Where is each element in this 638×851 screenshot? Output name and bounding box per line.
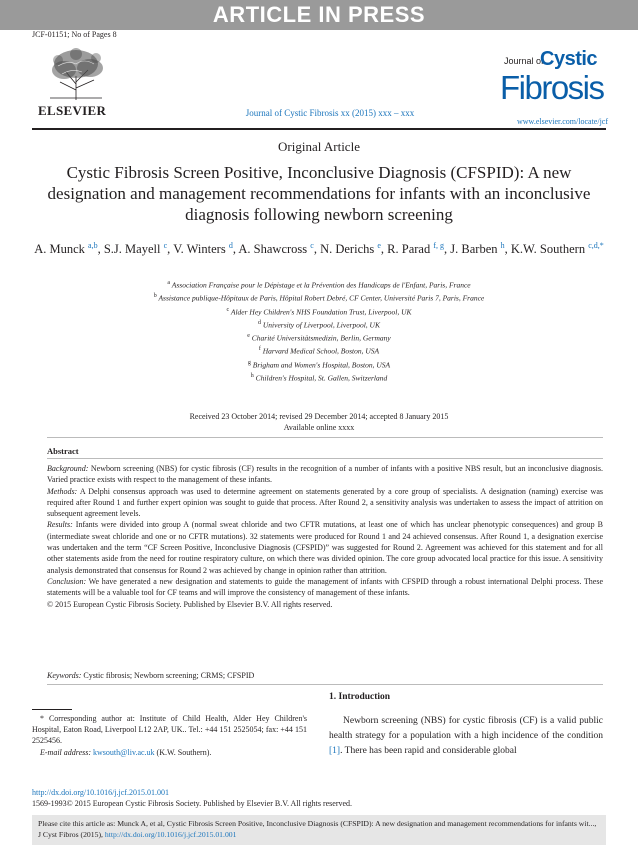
citation-text: [38, 818, 600, 840]
email-suffix: (K.W. Southern).: [154, 747, 212, 757]
publisher-name: ELSEVIER: [38, 103, 107, 118]
author-separator: ,: [97, 242, 104, 257]
author-affiliation-marker[interactable]: c: [163, 241, 168, 250]
abstract-paragraph: [47, 576, 603, 599]
abstract-paragraph: [47, 599, 603, 610]
affiliation-marker: d: [258, 319, 262, 326]
affiliation-item: [30, 291, 608, 304]
affiliation-marker: h: [250, 373, 254, 380]
affiliation-text: Assistance publique-Hôpitaux de Paris, Hôpital Robert Debré, CF Center, Université Paris 7, Paris, France: [158, 293, 485, 303]
author-affiliation-marker[interactable]: c,d,*: [588, 241, 604, 250]
affiliation-item: [30, 318, 608, 331]
abstract-paragraph: [47, 463, 603, 486]
article-type: Original Article: [278, 139, 360, 154]
intro-text-b: . There has been rapid and considerable global: [340, 746, 517, 757]
affiliation-marker: b: [153, 293, 157, 300]
abstract-bottom-divider: [47, 684, 603, 685]
reference-link[interactable]: [1]: [329, 746, 341, 757]
author-name: S.J. Mayell: [103, 242, 164, 257]
affiliation-item: [30, 371, 608, 384]
affiliation-list: [30, 278, 608, 384]
affiliation-text: Harvard Medical School, Boston, USA: [262, 346, 380, 356]
affiliation-item: [30, 278, 608, 291]
affiliation-text: Brigham and Women's Hospital, Boston, USA: [252, 360, 391, 370]
author-name: J. Barben: [450, 242, 501, 257]
citation-doi-link[interactable]: http://dx.doi.org/10.1016/j.jcf.2015.01.001: [104, 830, 237, 839]
abstract-paragraph: [47, 486, 603, 520]
author-list: [30, 237, 608, 258]
abstract-heading-divider: [47, 458, 603, 459]
author-name: K.W. Southern: [510, 242, 589, 257]
issn-copyright: 1569-1993© 2015 European Cystic Fibrosis Society. Published by Elsevier B.V. All rights reserved.: [32, 799, 353, 808]
corresponding-author-footnote: [32, 713, 307, 758]
abstract-paragraph: [47, 519, 603, 575]
article-history: [30, 411, 608, 433]
abstract-section-text: We have generated a new designation and statements to guide the management of infants with CFSPID through a robust international Delphi process. These statements will be a valuable tool for CF teams and will improve the consistency of management of these infants.: [47, 576, 603, 598]
affiliation-item: [30, 358, 608, 371]
author-affiliation-marker[interactable]: a,b: [88, 241, 98, 250]
affiliation-marker: a: [167, 280, 171, 286]
author-separator: ,: [167, 242, 174, 257]
online-date: Available online xxxx: [283, 423, 355, 432]
author-affiliation-marker[interactable]: h: [500, 241, 505, 250]
affiliation-item: [30, 331, 608, 344]
received-dates: Received 23 October 2014; revised 29 December 2014; accepted 8 January 2015: [189, 412, 449, 421]
author-name: R. Parad: [387, 242, 434, 257]
author-affiliation-marker[interactable]: c: [310, 241, 314, 250]
introduction-heading: 1. Introduction: [329, 692, 391, 702]
author-name: A. Shawcross: [238, 242, 311, 257]
abstract-section-label: Methods:: [47, 486, 78, 496]
author-affiliation-marker[interactable]: d: [228, 241, 233, 250]
journal-citation-link[interactable]: Journal of Cystic Fibrosis xx (2015) xxx – xxx: [245, 108, 415, 118]
affiliation-text: Alder Hey Children's NHS Foundation Trust, Liverpool, UK: [230, 307, 412, 317]
keywords-label: Keywords:: [47, 671, 82, 680]
keywords: [47, 671, 603, 680]
author-affiliation-marker[interactable]: e: [377, 241, 381, 250]
affiliation-marker: e: [247, 333, 250, 340]
affiliation-item: [30, 305, 608, 318]
banner-text: ARTICLE IN PRESS: [212, 2, 426, 27]
affiliation-marker: f: [258, 346, 261, 353]
corresponding-author-text: * Corresponding author at: Institute of Child Health, Alder Hey Children's Hospital, Eaton Road, Liverpool L12 2AP, UK.. Tel.: +44 151 2525054; fax: +44 151 2525456.: [32, 714, 307, 746]
author-name: A. Munck: [34, 242, 89, 257]
affiliation-marker: c: [226, 306, 230, 313]
citation-prefix: Please cite this article as: Munck A, et al, Cystic Fibrosis Screen Positive, Inconclusive Diagnosis (CFSPID): A new designation and management recommendations for infants wit..., J Cyst Fibros (2015),: [38, 819, 597, 839]
author-separator: ,: [313, 242, 321, 257]
article-title: Cystic Fibrosis Screen Positive, Inconclusive Diagnosis (CFSPID): A new designation and management recommendations for infants with an inconclusive diagnosis following newborn screening: [47, 163, 591, 224]
article-in-press-banner: [0, 0, 638, 30]
abstract-section-text: © 2015 European Cystic Fibrosis Society. Published by Elsevier B.V. All rights reserved.: [47, 599, 333, 609]
elsevier-tree-logo: [38, 46, 114, 102]
author-affiliation-marker[interactable]: f, g: [433, 241, 445, 250]
affiliation-text: University of Liverpool, Liverpool, UK: [262, 320, 380, 330]
author-name: V. Winters: [173, 242, 229, 257]
introduction-text: [329, 714, 603, 760]
abstract-section-label: Conclusion:: [47, 576, 87, 586]
abstract-section-label: Background:: [47, 464, 89, 473]
abstract-section-text: A Delphi consensus approach was used to determine agreement on statements generated by a core group of specialists. A designation (naming) exercise was required after Round 1 and further expert opinion was sought to guide that process. After Round 2, a sensitivity analysis was undertaken to assess the impact of attrition on subsequent agreement levels.: [47, 486, 603, 519]
affiliation-text: Charité Universitätsmedizin, Berlin, Germany: [251, 333, 391, 343]
author-separator: ,: [444, 242, 451, 257]
journal-logo-cystic: Cystic: [540, 48, 598, 70]
journal-logo: [496, 50, 606, 108]
doi-block: [32, 787, 352, 809]
abstract-top-divider: [47, 437, 603, 438]
intro-text-a: Newborn screening (NBS) for cystic fibrosis (CF) is a valid public health strategy for a population with a high incidence of the condition: [329, 716, 603, 742]
abstract-heading: Abstract: [47, 446, 79, 456]
footnote-rule: [32, 709, 72, 710]
article-reference: JCF-01151; No of Pages 8: [32, 30, 117, 39]
abstract-body: [47, 463, 603, 610]
abstract-section-text: Newborn screening (NBS) for cystic fibrosis (CF) results in the recognition of a number of infants with a positive NBS result, but an inconclusive diagnosis. Varied practice exists with respect to the management of these infants.: [47, 464, 603, 485]
doi-link[interactable]: http://dx.doi.org/10.1016/j.jcf.2015.01.001: [32, 788, 169, 797]
affiliation-text: Association Française pour le Dépistage et la Prévention des Handicaps de l'Enfant, Paris, France: [171, 280, 471, 290]
author-separator: ,: [232, 242, 239, 257]
journal-url-link[interactable]: www.elsevier.com/locate/jcf: [517, 117, 608, 126]
keywords-list: Cystic fibrosis; Newborn screening; CRMS; CFSPID: [81, 671, 255, 680]
author-separator: ,: [380, 242, 388, 257]
header-divider: [32, 128, 606, 130]
affiliation-text: Children's Hospital, St. Gallen, Switzerland: [255, 373, 388, 383]
email-line: [32, 747, 307, 758]
author-separator: ,: [504, 242, 511, 257]
abstract-section-label: Results:: [47, 520, 73, 530]
email-link[interactable]: kwsouth@liv.ac.uk: [93, 747, 155, 757]
affiliation-marker: g: [247, 359, 251, 366]
author-name: N. Derichs: [320, 242, 378, 257]
abstract-section-text: Infants were divided into group A (normal sweat chloride and two CFTR mutations, at least one of which has unclear phenotypic consequences) and group B (intermediate sweat chloride and one or no CFTR mutations). 32 statements were produced for Round 1 and 24 achieved consensus. After Round 1, a designation exercise was undertaken and the term “CF Screen Positive, Inconclusive Diagnosis (CFSPID)” was suggested for Round 2. Agreement was achieved for this statement and for all other statements aside from the need for routine respiratory culture, on which there was divided opinion. The core group advocated local practice for this issue. A sensitivity analysis demonstrated that consensus for Round 2 was achieved by change in opinion rather than attrition.: [47, 520, 603, 575]
email-label: E-mail address:: [40, 747, 92, 757]
journal-logo-prefix: Journal of: [504, 56, 544, 66]
journal-logo-fibrosis: Fibrosis: [500, 69, 604, 106]
affiliation-item: [30, 344, 608, 357]
